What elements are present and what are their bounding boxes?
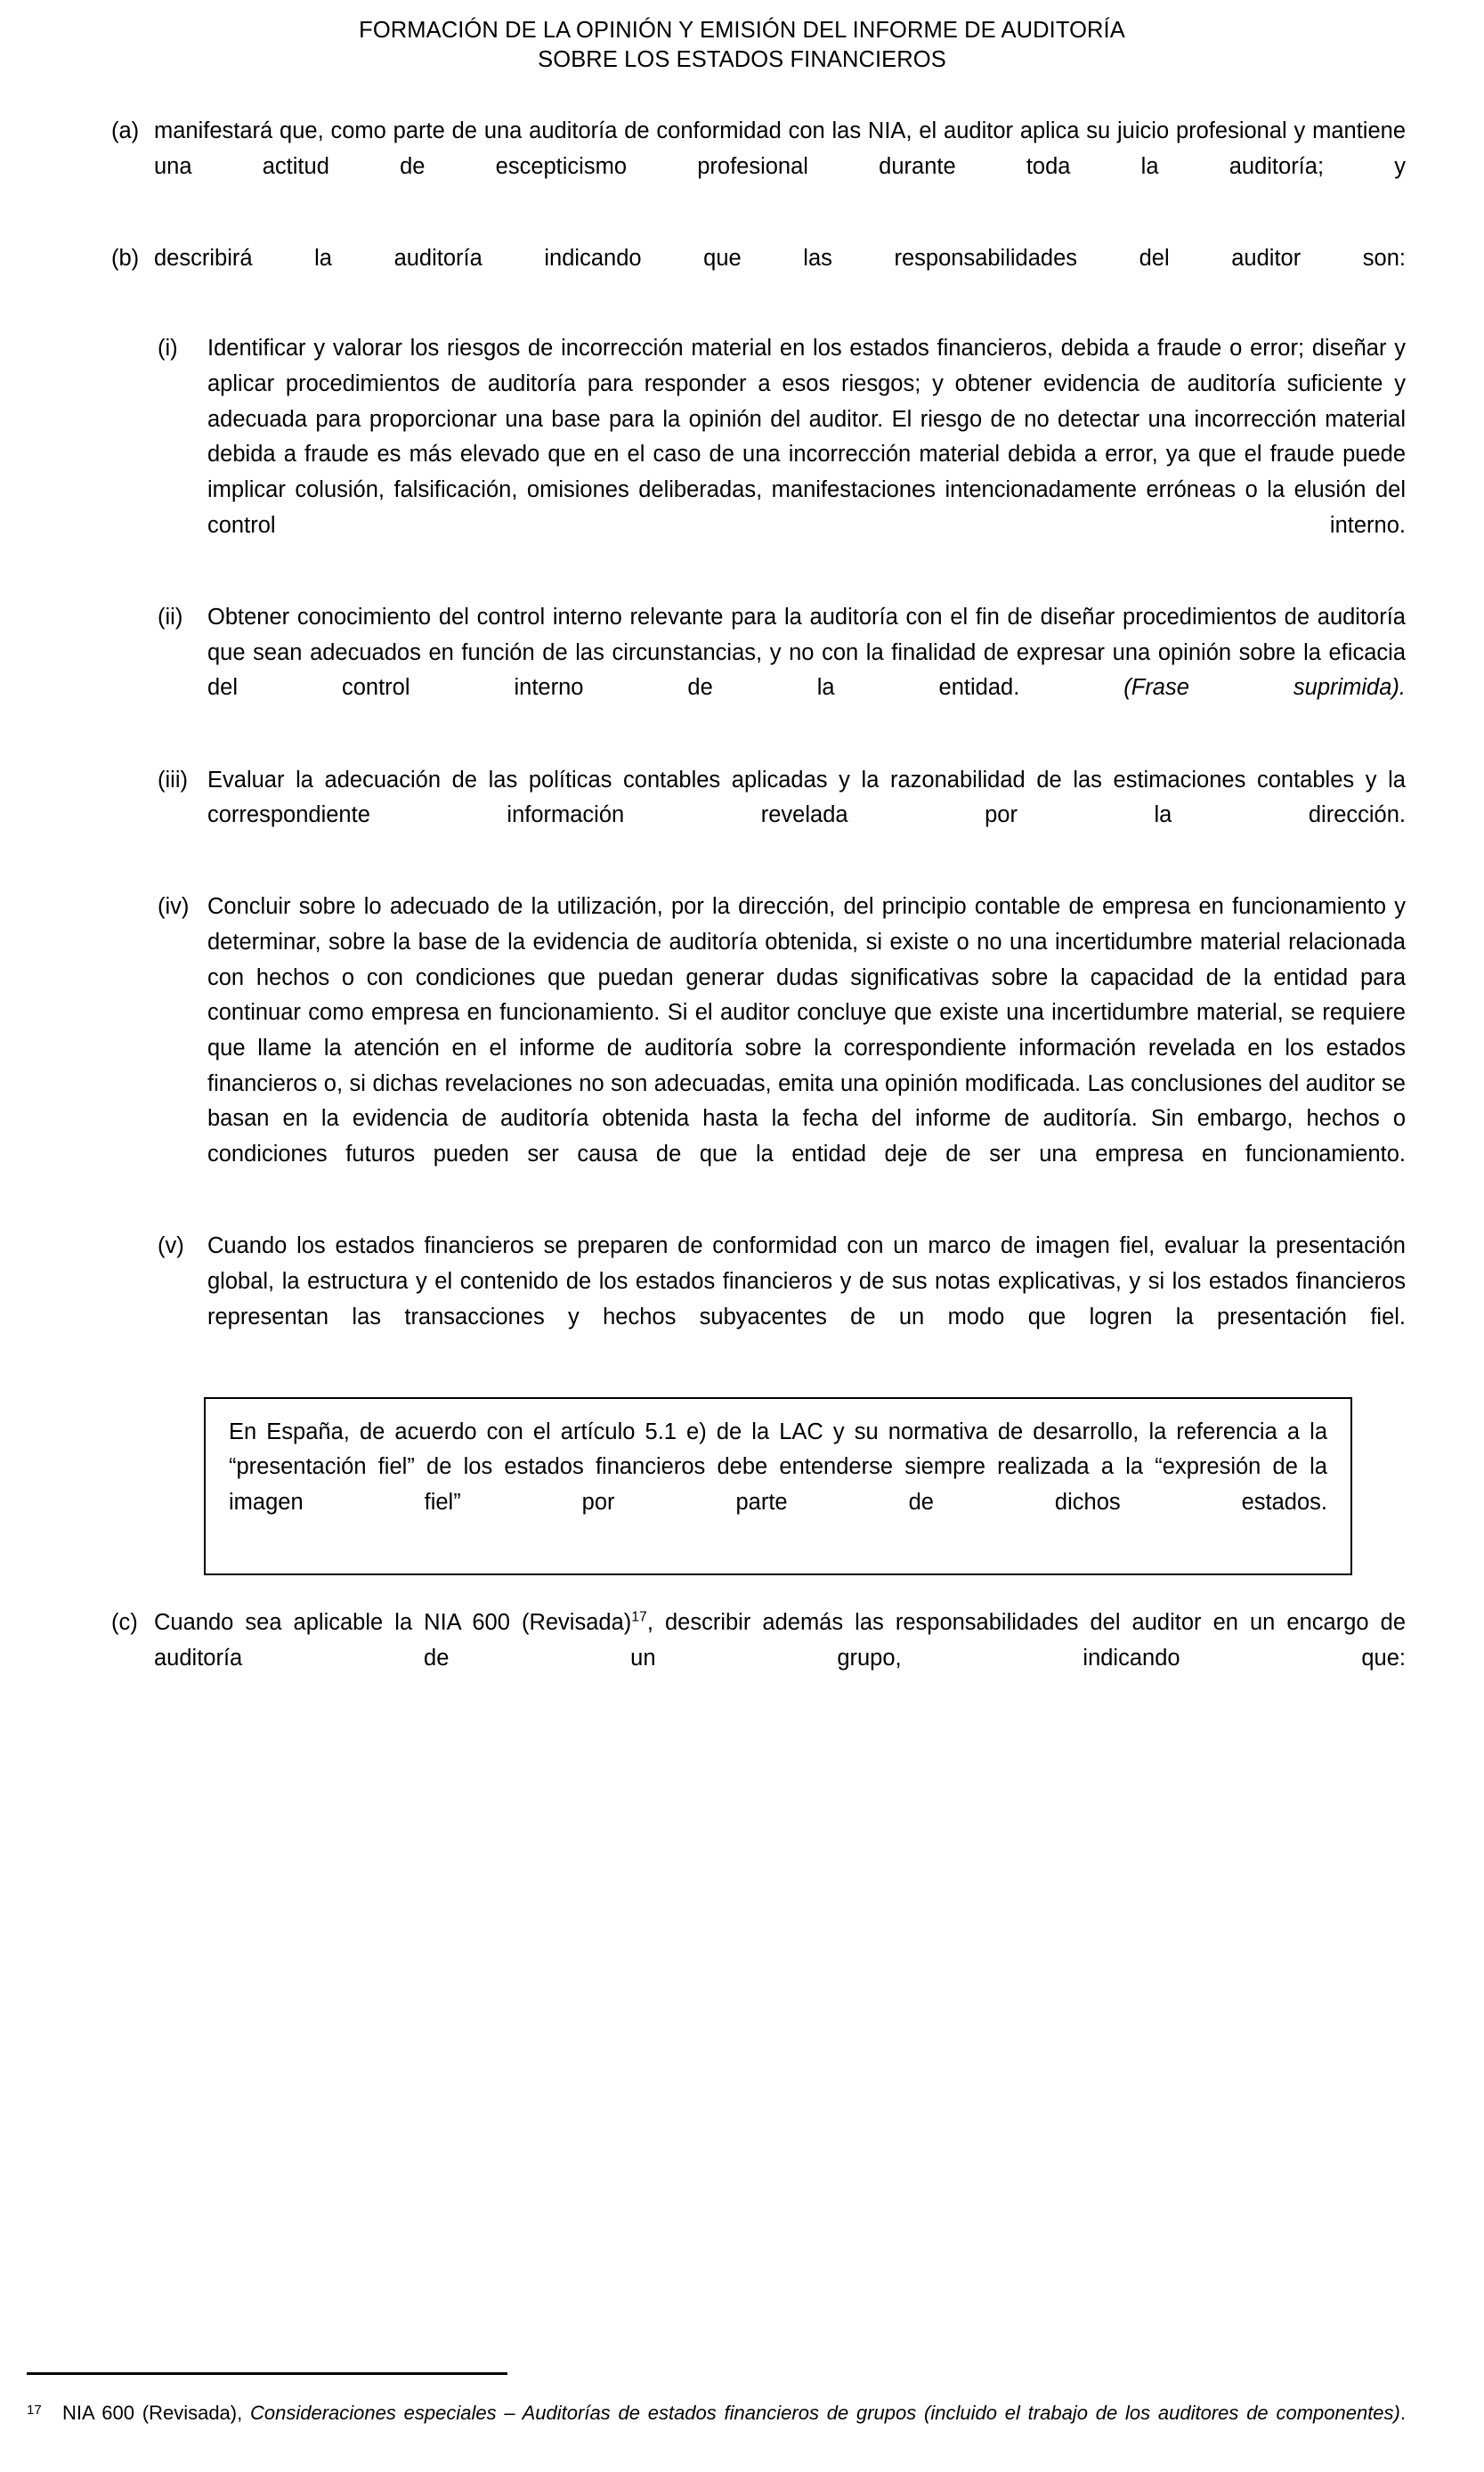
footnote-17 [27,2398,1406,2460]
list-marker-iii: (iii) [158,767,188,793]
callout-box-wrapper [111,1397,1406,1576]
list-text-ii-suppressed-note: (Frase suprimida). [1123,675,1406,701]
list-item-iii [111,763,1406,869]
list-text-i: Identificar y valorar los riesgos de incorrección material en los estados financieros, debida a fraude o error; diseñar y aplicar procedimientos de auditoría para responder a esos riesgos; y obtener evidencia de auditoría suficiente y adecuada para proporcionar una base para la opinión del auditor. El riesgo de no detectar una incorrección material debida a fraude es más elevado que en el caso de una incorrección material debida a error, ya que el fraude puede implicar colusión, falsificación, omisiones deliberadas, manifestaciones intencionadamente erróneas o la elusión del control interno. [207,336,1406,538]
list-marker-iv: (iv) [158,894,190,920]
list-marker-ii: (ii) [158,604,183,630]
list-text-b: describirá la auditoría indicando que las responsabilidades del auditor son: [154,246,1406,272]
footnote-text-roman-lead: NIA 600 (Revisada), [62,2401,251,2424]
footnote-area [0,2372,1484,2472]
footnote-number: 17 [27,2402,42,2418]
list-text-v: Cuando los estados financieros se preparen de conformidad con un marco de imagen fiel, evaluar la presentación global, la estructura y el contenido de los estados financieros y de sus notas explicativas, y si los estados financieros representan las transacciones y hechos subyacentes de un modo que logren la presentación fiel. [207,1233,1406,1330]
page-header-line-1: FORMACIÓN DE LA OPINIÓN Y EMISIÓN DEL INFORME DE AUDITORÍA [359,18,1125,43]
callout-box [204,1397,1352,1576]
footnote-separator-rule [27,2372,507,2375]
list-text-a: manifestará que, como parte de una auditoría de conformidad con las NIA, el auditor aplica su juicio profesional y mantiene una actitud de escepticismo profesional durante toda la auditoría; y [154,118,1406,179]
list-marker-b: (b) [111,246,140,272]
list-text-c-part-1: Cuando sea aplicable la NIA 600 (Revisada) [154,1610,632,1636]
list-text-ii-main: Obtener conocimiento del control interno relevante para la auditoría con el fin de diseñar procedimientos de auditoría que sean adecuados en función de las circunstancias, y no con la finalidad de expresar una opinión sobre la eficacia del control interno de la entidad. [207,604,1406,701]
list-marker-v: (v) [158,1233,184,1259]
footnote-text-roman-tail: . [1399,2401,1406,2424]
list-item-iv [111,890,1406,1208]
list-text-c-part-2: , describir además las responsabilidades del auditor en un encargo de auditoría de un grupo, indicando que: [154,1610,1406,1671]
list-marker-a: (a) [111,118,140,144]
footnote-reference-17[interactable]: 17 [631,1609,647,1625]
list-item-v [111,1229,1406,1370]
list-item-c [111,1606,1406,1712]
list-item-ii [111,600,1406,742]
footnote-title-italic: Consideraciones especiales – Auditorías de estados financieros de grupos (incluido el trabajo de los auditores de componentes) [250,2401,1400,2424]
list-item-i [111,331,1406,578]
list-marker-i: (i) [158,336,178,362]
page-header [0,0,1484,75]
list-text-c [154,1606,1406,1712]
list-marker-c: (c) [111,1610,138,1636]
list-text-iv: Concluir sobre lo adecuado de la utilización, por la dirección, del principio contable de empresa en funcionamiento y determinar, sobre la base de la evidencia de auditoría obtenida, si existe o no una incertidumbre material relacionada con hechos o con condiciones que puedan generar dudas significativas sobre la capacidad de la entidad para continuar como empresa en funcionamiento. Si el auditor concluye que existe una incertidumbre material, se requiere que llame la atención en el informe de auditoría sobre la correspondiente información revelada en los estados financieros o, si dichas revelaciones no son adecuadas, emita una opinión modificada. Las conclusiones del auditor se basan en la evidencia de auditoría obtenida hasta la fecha del informe de auditoría. Sin embargo, hechos o condiciones futuros pueden ser causa de que la entidad deje de ser una empresa en funcionamiento. [207,894,1406,1167]
list-text-ii [207,600,1406,742]
list-item-a [111,114,1406,220]
page-header-line-2: SOBRE LOS ESTADOS FINANCIEROS [538,47,946,73]
footnote-text [62,2398,1406,2460]
page-body [0,114,1484,1712]
list-item-b [111,241,1406,312]
list-text-iii: Evaluar la adecuación de las políticas contables aplicadas y la razonabilidad de las estimaciones contables y la correspondiente información revelada por la dirección. [207,767,1406,828]
callout-text: En España, de acuerdo con el artículo 5.1 e) de la LAC y su normativa de desarrollo, la referencia a la “presentación fiel” de los estados financieros debe entenderse siempre realizada a la “expresión de la imagen fiel” por parte de dichos estados. [229,1419,1327,1516]
